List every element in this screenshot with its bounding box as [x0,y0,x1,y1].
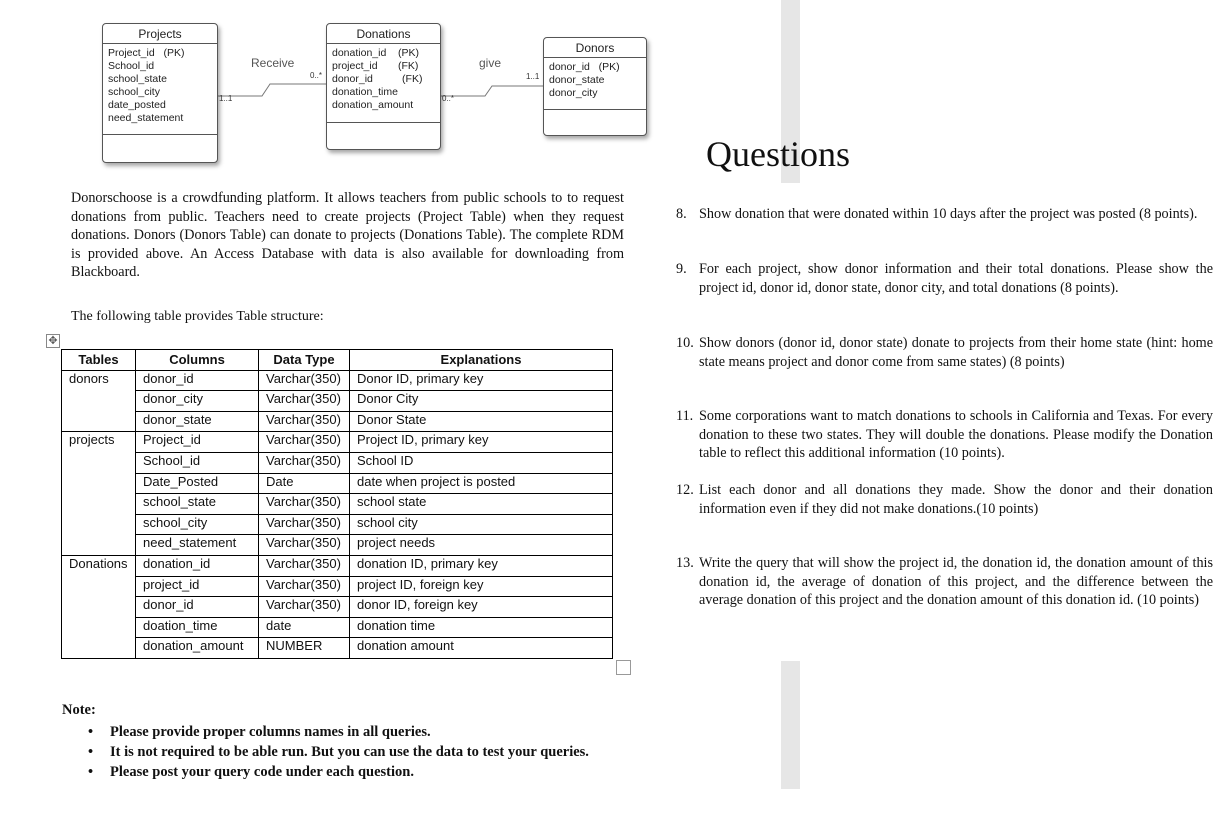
field: donation_amount [332,99,414,111]
list-item: • It is not required to be able run. But you can use the data to test your queries. [88,742,589,762]
relation-give-label: give [479,56,502,70]
table-row [62,494,613,515]
table-cell [62,473,136,494]
table-cell: Varchar(350) [259,555,350,576]
entity-donors-title: Donors [544,38,646,58]
field: Project_id (PK) [108,47,185,59]
table-cell: Varchar(350) [259,494,350,515]
question-number: 12. [676,482,694,498]
table-cell [62,514,136,535]
table-row [62,391,613,412]
question-9 [676,260,1213,297]
table-cell: school city [350,514,613,535]
table-cell: donors [62,370,136,391]
question-text: Show donors (donor id, donor state) donate to projects from their home state (hint: home state means project and donor come from same states) (8 points) [699,335,1213,370]
note-label: Note: [62,702,96,718]
table-cell [62,494,136,515]
table-cell: donation time [350,617,613,638]
question-text: Show donation that were donated within 10 days after the project was posted (8 points). [699,206,1198,222]
table-cell: School ID [350,452,613,473]
question-text: List each donor and all donations they made. Show the donor and their donation information even if they did not make donations.(10 points) [699,482,1213,517]
header-cell: Columns [136,350,259,371]
table-row [62,555,613,576]
list-item: • Please post your query code under each question. [88,762,589,782]
header-cell: Tables [62,350,136,371]
question-number: 8. [676,206,687,222]
table-cell [62,391,136,412]
table-cell: donor ID, foreign key [350,597,613,618]
table-row [62,452,613,473]
questions-heading: Questions [706,134,850,174]
field: need_statement [108,112,184,124]
table-cell: Varchar(350) [259,411,350,432]
table-cell: Donor ID, primary key [350,370,613,391]
table-cell [62,617,136,638]
entity-donations[interactable] [326,23,441,150]
header-cell: Data Type [259,350,350,371]
field: donation_time [332,86,398,98]
cardinality-projects: 1..1 [219,94,233,103]
page-gap-bar-bottom [781,661,800,789]
field: project_id (FK) [332,60,419,72]
table-cell: Date [259,473,350,494]
question-13 [676,554,1213,610]
table-cell [62,411,136,432]
table-cell: school_city [136,514,259,535]
table-row [62,473,613,494]
table-cell [62,597,136,618]
table-cell: Date_Posted [136,473,259,494]
entity-donors[interactable] [543,37,647,136]
table-cell [62,638,136,659]
table-cell [62,452,136,473]
cardinality-donors: 1..1 [526,72,540,81]
note-list [88,722,589,782]
cardinality-donations-left: 0..* [310,71,323,80]
field: School_id [108,60,155,72]
table-cell: Donor City [350,391,613,412]
table-cell: Project ID, primary key [350,432,613,453]
table-cell: Varchar(350) [259,597,350,618]
table-cell: school state [350,494,613,515]
question-number: 13. [676,555,694,571]
intro-paragraph: Donorschoose is a crowdfunding platform. It allows teachers from public schools to to request donations from public. Teachers need to create projects (Project Table) when they request donations. Donors (Donors Table) can donate to projects (Donations Table). The complete RDM is provided above. An Access Database with data is also available for downloading from Blackboard. [71,190,624,280]
question-text: Some corporations want to match donations to schools in California and Texas. For every donation to these two states. They will double the donations. Please modify the Donation table to reflect this additional information (10 points). [699,408,1213,462]
table-move-handle-icon[interactable]: ✥ [46,334,60,348]
table-cell: school_state [136,494,259,515]
table-cell: Donor State [350,411,613,432]
question-12 [676,481,1213,518]
header-cell: Explanations [350,350,613,371]
table-cell: donor_id [136,597,259,618]
table-cell: Varchar(350) [259,452,350,473]
table-cell: doation_time [136,617,259,638]
table-cell: donation amount [350,638,613,659]
table-row [62,514,613,535]
table-cell: date when project is posted [350,473,613,494]
entity-projects-title: Projects [103,24,217,44]
table-cell: School_id [136,452,259,473]
entity-donations-fields [327,44,440,123]
table-row [62,370,613,391]
table-row [62,432,613,453]
table-cell: Varchar(350) [259,432,350,453]
table-cell: Varchar(350) [259,535,350,556]
field: donation_id (PK) [332,47,419,59]
field: donor_state [549,74,605,86]
table-header-row [62,350,613,371]
relation-receive-label: Receive [251,56,295,70]
cardinality-donations-right: 0..* [442,94,455,103]
table-row [62,535,613,556]
table-row [62,617,613,638]
table-cell: Varchar(350) [259,576,350,597]
table-caption: The following table provides Table structure: [71,309,324,324]
table-cell: projects [62,432,136,453]
table-resize-handle[interactable] [616,660,631,675]
question-text: Write the query that will show the project id, the donation id, the donation amount of this donation id, the average of donation of this project, and the difference between the average donation of this project and the donation amount of this donation id. (10 points) [699,555,1213,609]
field: donor_id (PK) [549,61,620,73]
structure-table [61,349,613,659]
question-11 [676,407,1213,463]
entity-projects[interactable] [102,23,218,163]
entity-donations-title: Donations [327,24,440,44]
question-number: 11. [676,408,694,424]
table-cell: donor_state [136,411,259,432]
table-cell [62,576,136,597]
field: school_state [108,73,167,85]
table-cell: donation ID, primary key [350,555,613,576]
table-cell: Varchar(350) [259,370,350,391]
table-cell: project ID, foreign key [350,576,613,597]
field: donor_id (FK) [332,73,423,85]
field: school_city [108,86,160,98]
table-cell: project_id [136,576,259,597]
question-8 [676,205,1213,224]
field: date_posted [108,99,166,111]
table-cell: date [259,617,350,638]
table-cell [62,535,136,556]
table-cell: Varchar(350) [259,514,350,535]
table-cell: donation_id [136,555,259,576]
field: donor_city [549,87,598,99]
entity-projects-fields [103,44,217,135]
question-10 [676,334,1213,371]
table-row [62,597,613,618]
table-cell: Project_id [136,432,259,453]
table-cell: Varchar(350) [259,391,350,412]
list-item: • Please provide proper columns names in all queries. [88,722,589,742]
table-cell: Donations [62,555,136,576]
table-cell: donor_id [136,370,259,391]
table-cell: project needs [350,535,613,556]
question-number: 10. [676,335,694,351]
question-text: For each project, show donor information and their total donations. Please show the project id, donor id, donor state, donor city, and total donations (8 points). [699,261,1213,296]
table-row [62,638,613,659]
table-cell: donation_amount [136,638,259,659]
table-cell: NUMBER [259,638,350,659]
table-cell: need_statement [136,535,259,556]
question-number: 9. [676,261,687,277]
table-row [62,576,613,597]
entity-donors-fields [544,58,646,110]
table-cell: donor_city [136,391,259,412]
table-row [62,411,613,432]
